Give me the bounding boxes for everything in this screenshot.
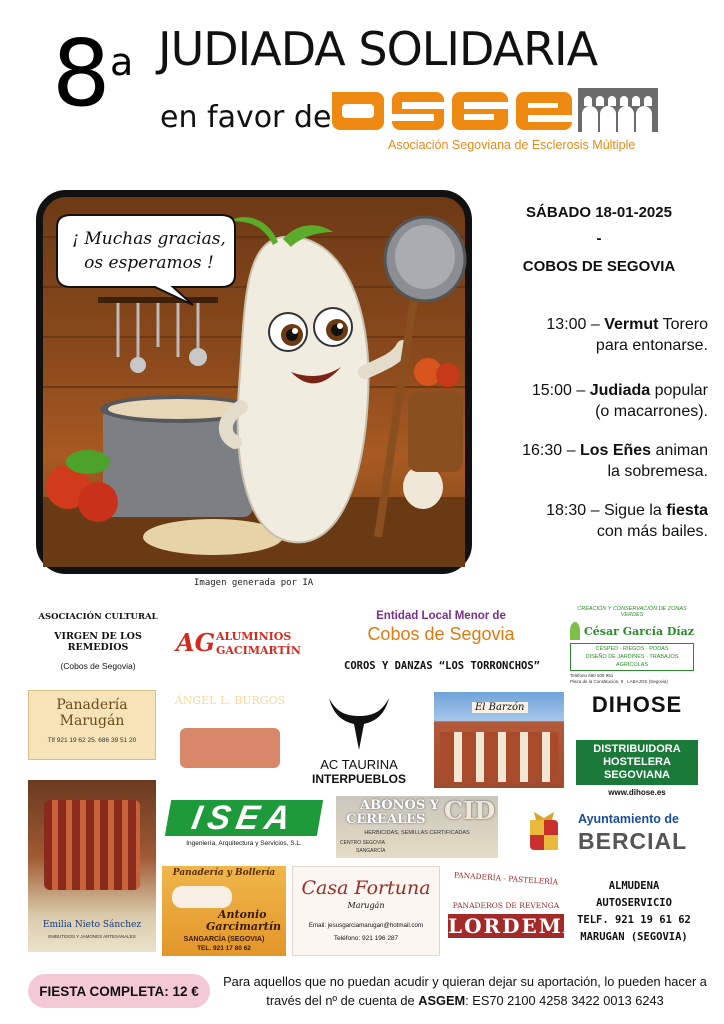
schedule-text-line2: con más bailes. bbox=[596, 523, 708, 540]
sponsor-line: PANADEROS DE REVENGA bbox=[452, 901, 560, 910]
sponsor-virgen-remedios bbox=[28, 608, 168, 671]
sponsor-line: DIHOSE bbox=[591, 692, 683, 717]
sponsor-line: HERBICIDAS, SEMILLAS CERTIFICADAS bbox=[364, 830, 470, 836]
hams-photo bbox=[44, 800, 140, 890]
schedule-item: 18:30 – Sigue la fiesta con más bailes. bbox=[546, 502, 708, 540]
sponsor-panaderia-marugan bbox=[28, 690, 156, 760]
sponsor-line: Teléfono 690 505 951 bbox=[570, 673, 614, 678]
coat-of-arms-icon bbox=[524, 810, 564, 856]
sponsor-line: HOSTELERA bbox=[603, 756, 671, 768]
sponsor-line: AUTOSERVICIO bbox=[596, 897, 672, 909]
sponsor-angel-burgos bbox=[170, 690, 290, 782]
sponsor-el-barzon bbox=[434, 692, 564, 788]
favor-text: en favor de bbox=[160, 100, 332, 135]
bull-icon bbox=[324, 692, 394, 754]
schedule-item: 16:30 – Los Eñes animan la sobremesa. bbox=[522, 442, 708, 480]
sponsor-line: GACIMARTÍN bbox=[216, 644, 301, 657]
sponsor-isea bbox=[168, 800, 320, 856]
sponsor-line: Cobos de Segovia bbox=[367, 624, 515, 644]
sponsor-line: BERCIAL bbox=[578, 828, 688, 854]
cid-logo-mark: CID bbox=[444, 796, 496, 825]
event-separator: - bbox=[596, 230, 602, 247]
sponsor-line: Casa Fortuna bbox=[301, 877, 431, 899]
sponsor-line: Plaza de la Constitución, 9 bbox=[570, 679, 624, 684]
sponsor-casa-fortuna bbox=[292, 866, 440, 956]
bread-icon bbox=[172, 886, 232, 908]
sponsor-line: Tlf 921 19 62 25. 686 39 51 20 bbox=[47, 737, 137, 744]
sponsor-line: TEL. 921 17 80 62 bbox=[197, 945, 251, 952]
sponsor-abonos-cereales-cid bbox=[336, 796, 498, 858]
sponsor-line: Antonio bbox=[218, 908, 267, 921]
sponsor-line: DISTRIBUIDORA bbox=[593, 743, 681, 755]
sponsor-entidad-cobos bbox=[350, 610, 532, 652]
sponsor-line: ALUMINIOS bbox=[216, 630, 292, 643]
sponsor-line: ÁNGEL L. BURGOS bbox=[174, 694, 286, 707]
sponsor-line: César García Díaz bbox=[584, 624, 694, 638]
schedule-highlight: fiesta bbox=[666, 502, 708, 519]
schedule-item: 13:00 – Vermut Torero para entonarse. bbox=[546, 316, 708, 354]
event-place: COBOS DE SEGOVIA bbox=[522, 258, 676, 275]
sponsor-line: ASOCIACIÓN CULTURAL bbox=[38, 612, 158, 622]
schedule-text-line2: la sobremesa. bbox=[607, 463, 708, 480]
asgem-subtitle: Asociación Segoviana de Esclerosis Múltiple bbox=[388, 138, 636, 152]
sponsor-line: MARUGAN (SEGOVIA) bbox=[580, 931, 688, 943]
schedule-text-line2: para entonarse. bbox=[595, 337, 708, 354]
schedule-text-line2: (o macarrones). bbox=[595, 403, 708, 420]
price-badge: FIESTA COMPLETA: 12 € bbox=[28, 974, 210, 1008]
schedule-text: Torero bbox=[658, 316, 708, 333]
sponsor-line: CEREALES bbox=[346, 812, 426, 827]
sponsor-line: (Cobos de Segovia) bbox=[60, 661, 136, 671]
schedule-time: 16:30 bbox=[522, 442, 563, 459]
sponsor-ac-taurina bbox=[304, 692, 414, 788]
sponsor-line: Entidad Local Menor de bbox=[376, 610, 506, 622]
donation-org: ASGEM bbox=[418, 993, 466, 1008]
sponsor-line: Emilia Nieto Sánchez bbox=[42, 920, 142, 930]
hero-illustration bbox=[36, 190, 472, 574]
sponsor-line: VIRGEN DE LOS REMEDIOS bbox=[54, 631, 142, 653]
bank-account: : ES70 2100 4258 3422 0013 6243 bbox=[465, 993, 664, 1008]
sponsor-line: CREACIÓN Y CONSERVACIÓN DE ZONAS VERDES bbox=[577, 606, 687, 618]
schedule-time: 15:00 bbox=[531, 382, 572, 399]
schedule-time: 13:00 bbox=[546, 316, 587, 333]
sponsor-line: Ayuntamiento de bbox=[578, 812, 679, 826]
schedule-highlight: Judiada bbox=[589, 382, 651, 399]
shop-photo bbox=[180, 728, 280, 768]
sponsor-line: DISEÑO DE JARDINES · TRABAJOS AGRÍCOLAS bbox=[585, 654, 679, 668]
sponsor-panaderos-revenga bbox=[446, 868, 581, 950]
sponsor-line: Marugán bbox=[347, 901, 385, 910]
sponsor-aluminios-gacimartin bbox=[176, 626, 326, 662]
sponsor-line: AC TAURINA bbox=[320, 757, 398, 772]
sponsor-line: SEGOVIANA bbox=[603, 769, 670, 781]
sponsor-line: CENTRO SEGOVIA bbox=[340, 840, 386, 846]
aluminios-logo-mark: AG bbox=[176, 628, 216, 657]
schedule-text: animan bbox=[651, 442, 708, 459]
schedule-item: 15:00 – Judiada popular (o macarrones). bbox=[531, 382, 708, 420]
sponsor-line: Panadería bbox=[56, 697, 128, 713]
donation-text: Para aquellos que no puedan acudir y quieran dejar su aportación, lo pueden hacer a través del nº de cuenta de bbox=[223, 974, 707, 1008]
sponsor-almudena-autoservicio bbox=[572, 878, 696, 948]
sponsor-line: TELF. 921 19 61 62 bbox=[577, 914, 691, 926]
schedule-highlight: Los Eñes bbox=[579, 442, 652, 459]
sponsor-line: www.dihose.es bbox=[608, 788, 666, 797]
sponsor-line: ABONOS Y bbox=[360, 798, 440, 813]
edition-number: 8 bbox=[52, 20, 111, 127]
sponsor-line: El Barzón bbox=[472, 702, 528, 713]
sponsor-dihose bbox=[576, 692, 698, 796]
sponsor-line: SANGARCÍA (SEGOVIA) bbox=[183, 936, 265, 943]
schedule-time: 18:30 bbox=[546, 502, 587, 519]
edition-superscript: a bbox=[110, 40, 134, 84]
tree-icon bbox=[570, 622, 580, 640]
sponsor-line: SANGARCÍA bbox=[356, 848, 386, 854]
sponsor-line: PANADERÍA - PASTELERÍA bbox=[453, 870, 559, 887]
asgem-logo bbox=[330, 86, 660, 136]
donation-note bbox=[220, 972, 710, 1010]
sponsor-line: Garcimartín bbox=[206, 920, 282, 933]
sponsor-line: Panadería y Bollería bbox=[172, 868, 276, 878]
schedule-text: popular bbox=[650, 382, 708, 399]
schedule-text: Sigue la bbox=[603, 502, 667, 519]
sponsor-line: LORDEMA bbox=[448, 914, 581, 938]
sponsor-cesar-garcia bbox=[570, 606, 694, 682]
ai-image-note: Imagen generada por IA bbox=[194, 578, 314, 588]
sponsor-line: Marugán bbox=[59, 713, 125, 729]
speech-bubble-text: ¡ Muchas gracias, os esperamos ! bbox=[72, 229, 226, 273]
sponsor-line: ALMUDENA bbox=[608, 880, 660, 892]
sponsor-line: Ingeniería, Arquitectura y Servicios, S.L. bbox=[186, 840, 302, 847]
sponsor-antonio-garcimartin bbox=[162, 866, 286, 956]
schedule-highlight: Vermut bbox=[604, 316, 659, 333]
sponsor-line: LABAJOS (Segovia) bbox=[627, 679, 668, 684]
sponsor-ayuntamiento-bercial bbox=[524, 808, 694, 858]
sponsor-emilia-nieto bbox=[28, 780, 156, 952]
sponsor-line: INTERPUEBLOS bbox=[311, 772, 406, 786]
sponsor-line: EMBUTIDOS Y JAMONES ARTESANALES bbox=[48, 934, 136, 939]
isea-logo: ISEA bbox=[165, 800, 323, 836]
page-title: JUDIADA SOLIDARIA bbox=[158, 22, 598, 76]
event-date: SÁBADO 18-01-2025 bbox=[526, 204, 672, 221]
sponsor-coros-danzas: COROS Y DANZAS “LOS TORRONCHOS” bbox=[344, 660, 540, 672]
building-photo bbox=[440, 732, 558, 782]
sponsor-line: Teléfono: 921 196 287 bbox=[333, 935, 399, 942]
sponsor-line: CÉSPED · RIEGOS · PODAS bbox=[595, 646, 669, 652]
sponsor-line: Email: jesusgarciamarugan@hotmail.com bbox=[308, 922, 424, 929]
